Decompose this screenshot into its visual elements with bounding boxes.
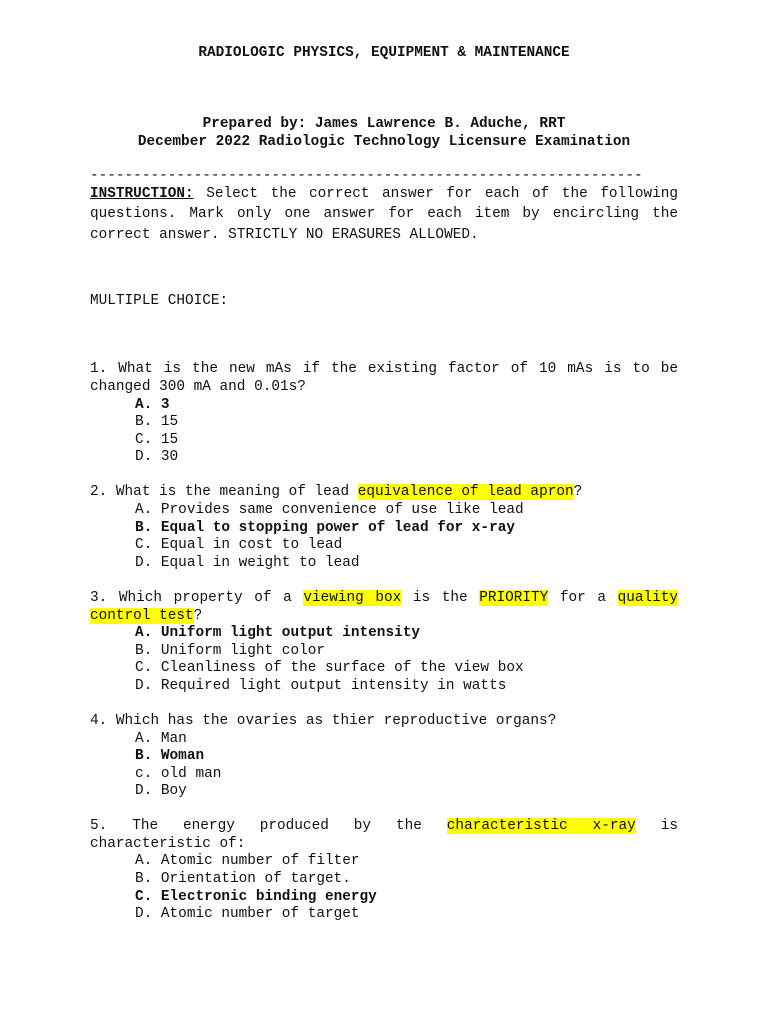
q4-option-c[interactable]: c. old man — [135, 766, 222, 782]
q4-option-d[interactable]: D. Boy — [135, 783, 187, 799]
q2-option-d[interactable]: D. Equal in weight to lead — [135, 555, 360, 571]
q2-option-c[interactable]: C. Equal in cost to lead — [135, 537, 343, 553]
q4-option-b[interactable]: B. Woman — [135, 748, 205, 764]
divider-line: ---------------------------------------------------------------- — [90, 168, 643, 184]
section-title: MULTIPLE CHOICE: — [90, 293, 229, 309]
question-3: 3. Which property of a viewing box is the PRIORITY for a quality control test? — [90, 590, 679, 624]
instruction-text: Select the correct answer for each of the following questions. Mark only one answer for each item by encircling the correct answer. STRICTLY NO ERASURES ALLOWED. — [90, 186, 678, 243]
question-2: 2. What is the meaning of lead equivalence of lead apron? — [90, 484, 583, 500]
question-1: 1. What is the new mAs if the existing factor of 10 mAs is to be changed 300 mA and 0.01s? — [90, 361, 678, 395]
q2-option-b[interactable]: B. Equal to stopping power of lead for x-ray — [135, 520, 515, 536]
prepared-by: Prepared by: James Lawrence B. Aduche, RRT — [202, 116, 566, 132]
instruction-paragraph — [90, 184, 678, 245]
q5-option-a[interactable]: A. Atomic number of filter — [135, 853, 360, 869]
q3-option-d[interactable]: D. Required light output intensity in watts — [135, 678, 507, 694]
q1-option-a[interactable]: A. 3 — [135, 397, 170, 413]
highlight-text: viewing box — [303, 590, 402, 606]
question-5-continued: characteristic of: — [90, 836, 246, 852]
q3-option-b[interactable]: B. Uniform light color — [135, 643, 325, 659]
instruction-label: INSTRUCTION: — [90, 186, 194, 202]
q3-option-c[interactable]: C. Cleanliness of the surface of the view box — [135, 660, 524, 676]
exam-name: December 2022 Radiologic Technology Licensure Examination — [137, 134, 631, 150]
question-5: 5. The energy produced by the characteristic x-ray is — [90, 818, 679, 834]
q1-option-d[interactable]: D. 30 — [135, 449, 179, 465]
q5-option-c[interactable]: C. Electronic binding energy — [135, 889, 377, 905]
highlight-text: quality control test — [90, 590, 679, 624]
highlight-text: PRIORITY — [479, 590, 549, 606]
highlight-text: characteristic x-ray — [446, 818, 636, 834]
q1-option-b[interactable]: B. 15 — [135, 414, 179, 430]
highlight-text: equivalence of lead apron — [357, 484, 574, 500]
q5-option-b[interactable]: B. Orientation of target. — [135, 871, 351, 887]
q2-option-a[interactable]: A. Provides same convenience of use like lead — [135, 502, 524, 518]
question-4: 4. Which has the ovaries as thier reproductive organs? — [90, 713, 557, 729]
document-title: RADIOLOGIC PHYSICS, EQUIPMENT & MAINTENANCE — [198, 45, 570, 61]
q4-option-a[interactable]: A. Man — [135, 731, 187, 747]
q3-option-a[interactable]: A. Uniform light output intensity — [135, 625, 420, 641]
q5-option-d[interactable]: D. Atomic number of target — [135, 906, 360, 922]
q1-option-c[interactable]: C. 15 — [135, 432, 179, 448]
